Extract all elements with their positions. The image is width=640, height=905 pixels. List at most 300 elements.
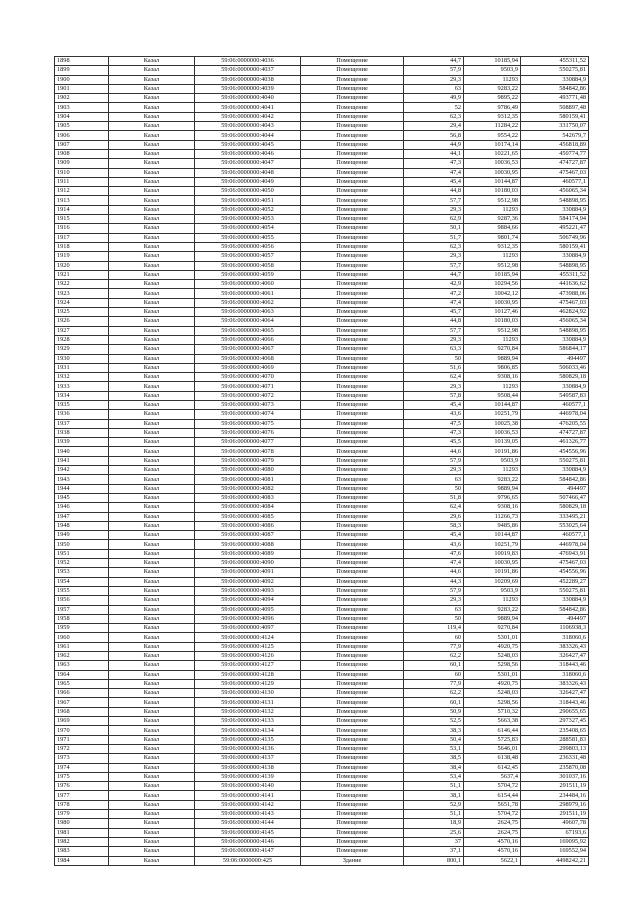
locality-cell: Казал xyxy=(109,596,195,605)
object-type-cell: Помещение xyxy=(301,596,404,605)
area-cell: 44,6 xyxy=(404,447,464,456)
object-type-cell: Помещение xyxy=(301,373,404,382)
object-type-cell: Помещение xyxy=(301,103,404,112)
row-number-cell: 1945 xyxy=(55,493,109,502)
cadastral-number-cell: 59:06:0000000:4141 xyxy=(195,791,301,800)
object-type-cell: Помещение xyxy=(301,298,404,307)
cadastral-value-cell: 318060,6 xyxy=(521,633,589,642)
object-type-cell: Помещение xyxy=(301,447,404,456)
locality-cell: Казал xyxy=(109,112,195,121)
cadastral-number-cell: 59:06:0000000:4079 xyxy=(195,456,301,465)
table-row xyxy=(55,57,589,66)
cadastral-value-cell: 493771,48 xyxy=(521,94,589,103)
price-per-unit-cell: 2624,75 xyxy=(464,819,521,828)
cadastral-number-cell: 59:06:0000000:4037 xyxy=(195,66,301,75)
cadastral-value-cell: 291511,19 xyxy=(521,782,589,791)
cadastral-number-cell: 59:06:0000000:4126 xyxy=(195,652,301,661)
price-per-unit-cell: 5704,72 xyxy=(464,810,521,819)
price-per-unit-cell: 2624,75 xyxy=(464,828,521,837)
table-row xyxy=(55,679,589,688)
row-number-cell: 1905 xyxy=(55,122,109,131)
object-type-cell: Помещение xyxy=(301,438,404,447)
price-per-unit-cell: 11293 xyxy=(464,596,521,605)
cadastral-number-cell: 59:06:0000000:4054 xyxy=(195,224,301,233)
locality-cell: Казал xyxy=(109,512,195,521)
object-type-cell: Помещение xyxy=(301,828,404,837)
area-cell: 45,4 xyxy=(404,400,464,409)
locality-cell: Казал xyxy=(109,224,195,233)
area-cell: 51,8 xyxy=(404,493,464,502)
locality-cell: Казал xyxy=(109,717,195,726)
area-cell: 53,4 xyxy=(404,772,464,781)
locality-cell: Казал xyxy=(109,140,195,149)
table-row xyxy=(55,447,589,456)
cadastral-number-cell: 59:06:0000000:4069 xyxy=(195,363,301,372)
object-type-cell: Помещение xyxy=(301,744,404,753)
area-cell: 44,7 xyxy=(404,57,464,66)
object-type-cell: Помещение xyxy=(301,131,404,140)
price-per-unit-cell: 10221,65 xyxy=(464,149,521,158)
table-row xyxy=(55,270,589,279)
price-per-unit-cell: 10042,12 xyxy=(464,289,521,298)
cadastral-value-cell: 473988,06 xyxy=(521,289,589,298)
table-row xyxy=(55,624,589,633)
locality-cell: Казал xyxy=(109,308,195,317)
cadastral-number-cell: 59:06:0000000:4068 xyxy=(195,354,301,363)
object-type-cell: Помещение xyxy=(301,763,404,772)
cadastral-number-cell: 59:06:0000000:4128 xyxy=(195,670,301,679)
area-cell: 29,3 xyxy=(404,466,464,475)
object-type-cell: Помещение xyxy=(301,503,404,512)
locality-cell: Казал xyxy=(109,410,195,419)
cadastral-value-cell: 288581,83 xyxy=(521,735,589,744)
table-row xyxy=(55,317,589,326)
row-number-cell: 1957 xyxy=(55,605,109,614)
row-number-cell: 1973 xyxy=(55,754,109,763)
table-row xyxy=(55,205,589,214)
price-per-unit-cell: 9270,84 xyxy=(464,345,521,354)
area-cell: 60 xyxy=(404,670,464,679)
cadastral-number-cell: 59:06:0000000:4060 xyxy=(195,280,301,289)
area-cell: 18,9 xyxy=(404,819,464,828)
area-cell: 44,7 xyxy=(404,270,464,279)
cadastral-number-cell: 59:06:0000000:4064 xyxy=(195,317,301,326)
price-per-unit-cell: 6154,44 xyxy=(464,791,521,800)
locality-cell: Казал xyxy=(109,84,195,93)
object-type-cell: Помещение xyxy=(301,484,404,493)
table-row xyxy=(55,800,589,809)
cadastral-number-cell: 59:06:0000000:4049 xyxy=(195,177,301,186)
table-row xyxy=(55,735,589,744)
row-number-cell: 1981 xyxy=(55,828,109,837)
row-number-cell: 1960 xyxy=(55,633,109,642)
cadastral-value-cell: 299803,13 xyxy=(521,744,589,753)
table-row xyxy=(55,66,589,75)
object-type-cell: Помещение xyxy=(301,577,404,586)
area-cell: 37 xyxy=(404,837,464,846)
price-per-unit-cell: 5704,72 xyxy=(464,782,521,791)
row-number-cell: 1963 xyxy=(55,661,109,670)
table-row xyxy=(55,503,589,512)
table-row xyxy=(55,810,589,819)
area-cell: 44,6 xyxy=(404,568,464,577)
price-per-unit-cell: 5637,4 xyxy=(464,772,521,781)
object-type-cell: Помещение xyxy=(301,624,404,633)
cadastral-number-cell: 59:06:0000000:4092 xyxy=(195,577,301,586)
cadastral-value-cell: 455311,52 xyxy=(521,57,589,66)
cadastral-value-cell: 383326,43 xyxy=(521,679,589,688)
locality-cell: Казал xyxy=(109,103,195,112)
object-type-cell: Помещение xyxy=(301,57,404,66)
table-row xyxy=(55,466,589,475)
price-per-unit-cell: 9283,22 xyxy=(464,605,521,614)
row-number-cell: 1918 xyxy=(55,242,109,251)
locality-cell: Казал xyxy=(109,419,195,428)
area-cell: 77,9 xyxy=(404,642,464,651)
row-number-cell: 1929 xyxy=(55,345,109,354)
price-per-unit-cell: 9554,22 xyxy=(464,131,521,140)
cadastral-value-cell: 450774,77 xyxy=(521,149,589,158)
cadastral-number-cell: 59:06:0000000:4052 xyxy=(195,205,301,214)
table-row xyxy=(55,84,589,93)
cadastral-value-cell: 550275,81 xyxy=(521,456,589,465)
area-cell: 119,4 xyxy=(404,624,464,633)
locality-cell: Казал xyxy=(109,521,195,530)
area-cell: 52,9 xyxy=(404,800,464,809)
object-type-cell: Помещение xyxy=(301,614,404,623)
cadastral-number-cell: 59:06:0000000:4073 xyxy=(195,400,301,409)
cadastral-value-cell: 454556,96 xyxy=(521,447,589,456)
table-row xyxy=(55,568,589,577)
price-per-unit-cell: 9503,9 xyxy=(464,456,521,465)
cadastral-number-cell: 59:06:0000000:4072 xyxy=(195,391,301,400)
price-per-unit-cell: 9884,66 xyxy=(464,224,521,233)
object-type-cell: Помещение xyxy=(301,521,404,530)
cadastral-number-cell: 59:06:0000000:4136 xyxy=(195,744,301,753)
row-number-cell: 1952 xyxy=(55,559,109,568)
cadastral-number-cell: 59:06:0000000:4088 xyxy=(195,540,301,549)
locality-cell: Казал xyxy=(109,540,195,549)
cadastral-number-cell: 59:06:0000000:425 xyxy=(195,856,301,865)
locality-cell: Казал xyxy=(109,586,195,595)
price-per-unit-cell: 10025,38 xyxy=(464,419,521,428)
row-number-cell: 1906 xyxy=(55,131,109,140)
cadastral-value-cell: 290655,65 xyxy=(521,707,589,716)
object-type-cell: Помещение xyxy=(301,726,404,735)
price-per-unit-cell: 9796,65 xyxy=(464,493,521,502)
cadastral-value-cell: 553025,64 xyxy=(521,521,589,530)
price-per-unit-cell: 5710,32 xyxy=(464,707,521,716)
locality-cell: Казал xyxy=(109,447,195,456)
locality-cell: Казал xyxy=(109,252,195,261)
price-per-unit-cell: 4570,16 xyxy=(464,847,521,856)
object-type-cell: Помещение xyxy=(301,84,404,93)
row-number-cell: 1932 xyxy=(55,373,109,382)
locality-cell: Казал xyxy=(109,187,195,196)
object-type-cell: Помещение xyxy=(301,456,404,465)
table-row xyxy=(55,819,589,828)
area-cell: 43,6 xyxy=(404,540,464,549)
cadastral-number-cell: 59:06:0000000:4091 xyxy=(195,568,301,577)
row-number-cell: 1935 xyxy=(55,400,109,409)
area-cell: 29,3 xyxy=(404,335,464,344)
table-row xyxy=(55,791,589,800)
cadastral-value-cell: 326427,47 xyxy=(521,689,589,698)
locality-cell: Казал xyxy=(109,847,195,856)
table-row xyxy=(55,661,589,670)
price-per-unit-cell: 5663,38 xyxy=(464,717,521,726)
locality-cell: Казал xyxy=(109,744,195,753)
object-type-cell: Помещение xyxy=(301,261,404,270)
object-type-cell: Помещение xyxy=(301,289,404,298)
table-row xyxy=(55,419,589,428)
object-type-cell: Помещение xyxy=(301,512,404,521)
cadastral-value-cell: 506749,96 xyxy=(521,233,589,242)
row-number-cell: 1940 xyxy=(55,447,109,456)
cadastral-value-cell: 383326,43 xyxy=(521,642,589,651)
price-per-unit-cell: 9312,35 xyxy=(464,112,521,121)
price-per-unit-cell: 10030,95 xyxy=(464,168,521,177)
cadastral-value-cell: 508897,48 xyxy=(521,103,589,112)
area-cell: 57,7 xyxy=(404,261,464,270)
cadastral-value-cell: 454556,96 xyxy=(521,568,589,577)
locality-cell: Казал xyxy=(109,614,195,623)
area-cell: 44,8 xyxy=(404,187,464,196)
cadastral-number-cell: 59:06:0000000:4139 xyxy=(195,772,301,781)
area-cell: 37,1 xyxy=(404,847,464,856)
cadastral-value-cell: 548898,95 xyxy=(521,196,589,205)
row-number-cell: 1911 xyxy=(55,177,109,186)
price-per-unit-cell: 11293 xyxy=(464,382,521,391)
row-number-cell: 1910 xyxy=(55,168,109,177)
object-type-cell: Помещение xyxy=(301,233,404,242)
table-row xyxy=(55,410,589,419)
price-per-unit-cell: 9503,9 xyxy=(464,66,521,75)
table-row xyxy=(55,168,589,177)
locality-cell: Казал xyxy=(109,233,195,242)
area-cell: 29,3 xyxy=(404,252,464,261)
area-cell: 47,3 xyxy=(404,428,464,437)
table-row xyxy=(55,224,589,233)
area-cell: 51,1 xyxy=(404,782,464,791)
cadastral-value-cell: 474727,87 xyxy=(521,159,589,168)
area-cell: 62,2 xyxy=(404,652,464,661)
area-cell: 57,7 xyxy=(404,326,464,335)
locality-cell: Казал xyxy=(109,335,195,344)
price-per-unit-cell: 9512,98 xyxy=(464,261,521,270)
cadastral-value-cell: 548898,95 xyxy=(521,326,589,335)
object-type-cell: Помещение xyxy=(301,772,404,781)
area-cell: 47,4 xyxy=(404,298,464,307)
table-row xyxy=(55,512,589,521)
price-per-unit-cell: 9283,22 xyxy=(464,475,521,484)
cadastral-value-cell: 460577,1 xyxy=(521,400,589,409)
price-per-unit-cell: 5298,56 xyxy=(464,661,521,670)
cadastral-number-cell: 59:06:0000000:4096 xyxy=(195,614,301,623)
row-number-cell: 1922 xyxy=(55,280,109,289)
table-row xyxy=(55,363,589,372)
area-cell: 51,1 xyxy=(404,810,464,819)
cadastral-number-cell: 59:06:0000000:4040 xyxy=(195,94,301,103)
cadastral-number-cell: 59:06:0000000:4051 xyxy=(195,196,301,205)
price-per-unit-cell: 5651,78 xyxy=(464,800,521,809)
price-per-unit-cell: 10036,53 xyxy=(464,159,521,168)
area-cell: 45,4 xyxy=(404,177,464,186)
row-number-cell: 1904 xyxy=(55,112,109,121)
row-number-cell: 1962 xyxy=(55,652,109,661)
cadastral-number-cell: 59:06:0000000:4045 xyxy=(195,140,301,149)
table-row xyxy=(55,559,589,568)
cadastral-value-cell: 49607,78 xyxy=(521,819,589,828)
price-per-unit-cell: 6146,44 xyxy=(464,726,521,735)
cadastral-number-cell: 59:06:0000000:4134 xyxy=(195,726,301,735)
price-per-unit-cell: 10030,95 xyxy=(464,298,521,307)
cadastral-value-cell: 550275,81 xyxy=(521,66,589,75)
row-number-cell: 1914 xyxy=(55,205,109,214)
table-row xyxy=(55,345,589,354)
locality-cell: Казал xyxy=(109,438,195,447)
area-cell: 38,3 xyxy=(404,726,464,735)
locality-cell: Казал xyxy=(109,624,195,633)
object-type-cell: Помещение xyxy=(301,800,404,809)
document-sheet xyxy=(54,56,588,866)
cadastral-value-cell: 297327,45 xyxy=(521,717,589,726)
price-per-unit-cell: 9270,84 xyxy=(464,624,521,633)
cadastral-value-cell: 584842,86 xyxy=(521,84,589,93)
locality-cell: Казал xyxy=(109,549,195,558)
price-per-unit-cell: 11293 xyxy=(464,75,521,84)
cadastral-number-cell: 59:06:0000000:4080 xyxy=(195,466,301,475)
object-type-cell: Помещение xyxy=(301,819,404,828)
object-type-cell: Помещение xyxy=(301,252,404,261)
table-row xyxy=(55,456,589,465)
locality-cell: Казал xyxy=(109,131,195,140)
table-row xyxy=(55,215,589,224)
cadastral-value-cell: 452289,27 xyxy=(521,577,589,586)
area-cell: 25,6 xyxy=(404,828,464,837)
table-row xyxy=(55,717,589,726)
row-number-cell: 1968 xyxy=(55,707,109,716)
row-number-cell: 1943 xyxy=(55,475,109,484)
row-number-cell: 1939 xyxy=(55,438,109,447)
row-number-cell: 1946 xyxy=(55,503,109,512)
locality-cell: Казал xyxy=(109,698,195,707)
row-number-cell: 1898 xyxy=(55,57,109,66)
cadastral-value-cell: 1106938,3 xyxy=(521,624,589,633)
row-number-cell: 1979 xyxy=(55,810,109,819)
price-per-unit-cell: 10139,05 xyxy=(464,438,521,447)
cadastral-value-cell: 456818,89 xyxy=(521,140,589,149)
row-number-cell: 1978 xyxy=(55,800,109,809)
table-row xyxy=(55,159,589,168)
row-number-cell: 1928 xyxy=(55,335,109,344)
area-cell: 57,9 xyxy=(404,66,464,75)
row-number-cell: 1953 xyxy=(55,568,109,577)
cadastral-number-cell: 59:06:0000000:4125 xyxy=(195,642,301,651)
locality-cell: Казал xyxy=(109,261,195,270)
price-per-unit-cell: 11284,22 xyxy=(464,122,521,131)
cadastral-number-cell: 59:06:0000000:4058 xyxy=(195,261,301,270)
object-type-cell: Помещение xyxy=(301,410,404,419)
row-number-cell: 1983 xyxy=(55,847,109,856)
row-number-cell: 1909 xyxy=(55,159,109,168)
locality-cell: Казал xyxy=(109,326,195,335)
locality-cell: Казал xyxy=(109,493,195,502)
cadastral-number-cell: 59:06:0000000:4140 xyxy=(195,782,301,791)
area-cell: 56,8 xyxy=(404,131,464,140)
table-row xyxy=(55,475,589,484)
locality-cell: Казал xyxy=(109,159,195,168)
table-row xyxy=(55,94,589,103)
cadastral-number-cell: 59:06:0000000:4133 xyxy=(195,717,301,726)
locality-cell: Казал xyxy=(109,122,195,131)
area-cell: 62,4 xyxy=(404,503,464,512)
table-row xyxy=(55,856,589,865)
row-number-cell: 1916 xyxy=(55,224,109,233)
table-row xyxy=(55,763,589,772)
cadastral-value-cell: 326427,47 xyxy=(521,652,589,661)
area-cell: 51,7 xyxy=(404,233,464,242)
cadastral-value-cell: 584174,94 xyxy=(521,215,589,224)
price-per-unit-cell: 4920,75 xyxy=(464,642,521,651)
object-type-cell: Помещение xyxy=(301,391,404,400)
table-row xyxy=(55,633,589,642)
table-row xyxy=(55,614,589,623)
locality-cell: Казал xyxy=(109,456,195,465)
cadastral-number-cell: 59:06:0000000:4145 xyxy=(195,828,301,837)
locality-cell: Казал xyxy=(109,354,195,363)
price-per-unit-cell: 10019,83 xyxy=(464,549,521,558)
area-cell: 52,5 xyxy=(404,717,464,726)
table-row xyxy=(55,280,589,289)
price-per-unit-cell: 9889,94 xyxy=(464,354,521,363)
row-number-cell: 1921 xyxy=(55,270,109,279)
area-cell: 57,8 xyxy=(404,391,464,400)
area-cell: 60 xyxy=(404,633,464,642)
cadastral-number-cell: 59:06:0000000:4038 xyxy=(195,75,301,84)
object-type-cell: Помещение xyxy=(301,308,404,317)
area-cell: 29,3 xyxy=(404,596,464,605)
cadastral-value-cell: 456065,34 xyxy=(521,187,589,196)
table-row xyxy=(55,642,589,651)
table-row xyxy=(55,754,589,763)
price-per-unit-cell: 4920,75 xyxy=(464,679,521,688)
table-row xyxy=(55,689,589,698)
price-per-unit-cell: 10180,03 xyxy=(464,317,521,326)
cadastral-number-cell: 59:06:0000000:4085 xyxy=(195,512,301,521)
price-per-unit-cell: 10036,53 xyxy=(464,428,521,437)
area-cell: 43,6 xyxy=(404,410,464,419)
cadastral-value-cell: 456065,34 xyxy=(521,317,589,326)
area-cell: 63 xyxy=(404,475,464,484)
area-cell: 29,3 xyxy=(404,75,464,84)
cadastral-value-cell: 494497 xyxy=(521,484,589,493)
table-row xyxy=(55,308,589,317)
cadastral-number-cell: 59:06:0000000:4130 xyxy=(195,689,301,698)
locality-cell: Казал xyxy=(109,531,195,540)
locality-cell: Казал xyxy=(109,856,195,865)
area-cell: 50,9 xyxy=(404,707,464,716)
row-number-cell: 1965 xyxy=(55,679,109,688)
cadastral-value-cell: 475467,03 xyxy=(521,168,589,177)
row-number-cell: 1974 xyxy=(55,763,109,772)
area-cell: 62,4 xyxy=(404,373,464,382)
cadastral-number-cell: 59:06:0000000:4046 xyxy=(195,149,301,158)
price-per-unit-cell: 9889,94 xyxy=(464,614,521,623)
row-number-cell: 1938 xyxy=(55,428,109,437)
row-number-cell: 1961 xyxy=(55,642,109,651)
area-cell: 60,1 xyxy=(404,661,464,670)
